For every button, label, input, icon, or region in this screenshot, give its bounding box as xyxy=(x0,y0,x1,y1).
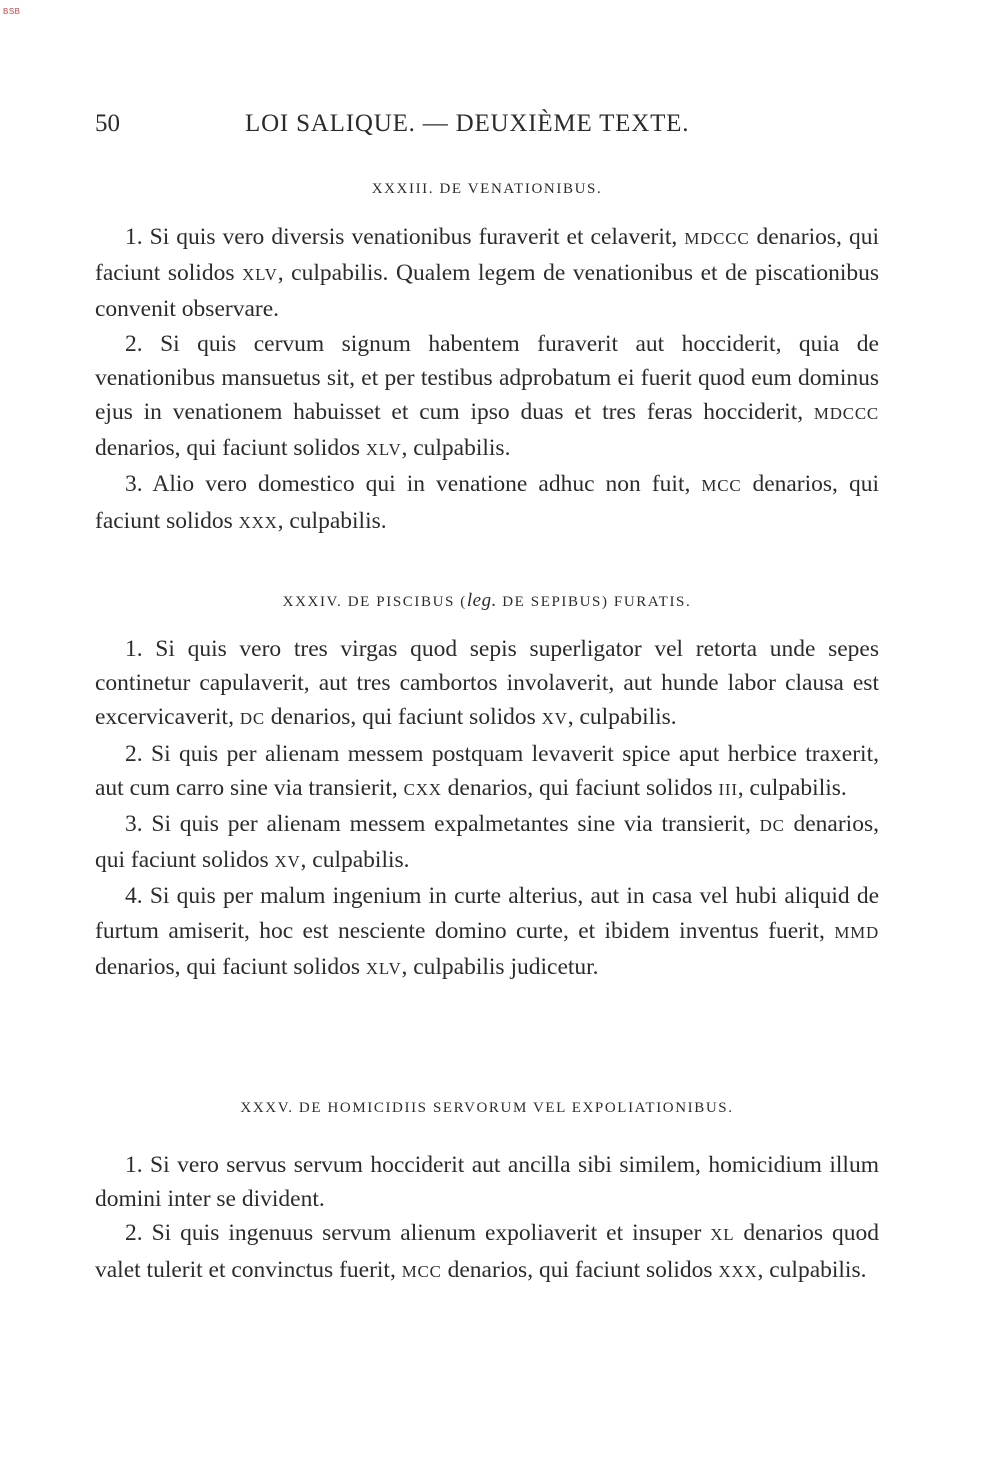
library-watermark: BSB xyxy=(3,7,21,16)
text-segment: denarios quod valet tulerit et convinctus fuerit, xyxy=(95,1220,879,1283)
text-segment: , culpabilis. xyxy=(737,774,847,801)
text-segment: , culpabilis. xyxy=(567,704,677,731)
roman-numeral: MMD xyxy=(834,922,879,942)
running-head: LOI SALIQUE. — DEUXIÈME TEXTE. xyxy=(245,110,690,137)
text-segment: denarios, qui faciunt solidos xyxy=(441,774,719,801)
roman-numeral: MCC xyxy=(401,1261,442,1281)
paragraph-1 xyxy=(95,220,879,327)
text-segment: 1. Si vero servus servum hocciderit aut ancilla sibi similem, homicidium illum domini inter se divident. xyxy=(95,1152,879,1213)
paragraph-3 xyxy=(95,467,879,539)
text-segment: 1. Si quis vero diversis venationibus furaverit et celaverit, xyxy=(125,224,685,250)
paragraph-3 xyxy=(95,807,879,879)
text-segment: 3. Alio vero domestico qui in venatione adhuc non fuit, xyxy=(125,471,702,498)
text-segment: , culpabilis. Qualem legem de venationibus et de piscationibus convenit observare. xyxy=(95,260,879,323)
heading-italic-leg: leg. xyxy=(466,590,497,611)
paragraph-2 xyxy=(95,1216,879,1288)
text-segment: denarios, qui faciunt solidos xyxy=(95,953,366,980)
roman-numeral: XXX xyxy=(238,512,278,532)
roman-numeral: III xyxy=(718,779,738,799)
text-segment: 3. Si quis per alienam messem expalmetantes sine via transierit, xyxy=(125,811,760,838)
paragraph-1 xyxy=(95,632,879,737)
text-segment: , culpabilis. xyxy=(300,847,410,874)
roman-numeral: MCC xyxy=(701,476,742,496)
section-heading-xxxv: XXXV. DE HOMICIDIIS SERVORUM VEL EXPOLIATIONIBUS. xyxy=(240,1100,734,1116)
roman-numeral: DC xyxy=(239,709,265,729)
text-segment: , culpabilis. xyxy=(401,435,511,462)
text-segment: denarios, qui faciunt solidos xyxy=(95,435,366,462)
roman-numeral: XLV xyxy=(365,440,402,460)
heading-part: XXXIV. DE PISCIBUS ( xyxy=(282,594,467,610)
roman-numeral: MDCCC xyxy=(684,229,750,248)
text-segment: , culpabilis. xyxy=(277,507,387,534)
text-segment: 2. Si quis cervum signum habentem furaverit aut hocciderit, quia de venationibus mansuetus sit, et per testibus adprobatum ei fuerit quod eum dominus ejus in venationem habuisset et cum ipso duas et tres feras hocciderit, xyxy=(95,330,879,426)
roman-numeral: XV xyxy=(541,709,568,729)
page-number: 50 xyxy=(95,110,120,137)
roman-numeral: XLV xyxy=(365,958,402,978)
roman-numeral: DC xyxy=(759,816,785,836)
heading-part: DE SEPIBUS) FURATIS. xyxy=(496,594,692,610)
roman-numeral: XLV xyxy=(242,265,278,285)
text-segment: denarios, qui faciunt solidos xyxy=(95,811,879,874)
roman-numeral: XV xyxy=(274,852,301,872)
roman-numeral: MDCCC xyxy=(813,404,879,424)
text-segment: denarios, qui faciunt solidos xyxy=(264,704,542,731)
paragraph-4 xyxy=(95,879,879,986)
text-segment: 1. Si quis vero tres virgas quod sepis superligator vel retorta unde sepes continetur capulaverit, aut tres cambortos involaverit, aut hunde labor clausa est excervicaverit, xyxy=(95,636,879,731)
section-body-xxxiii xyxy=(95,220,879,540)
text-segment: denarios, qui faciunt solidos xyxy=(95,471,880,534)
section-heading-xxxiv xyxy=(95,590,879,612)
roman-numeral: CXX xyxy=(403,779,442,799)
paragraph-1 xyxy=(95,1148,879,1216)
roman-numeral: XXX xyxy=(718,1261,758,1281)
text-segment: , culpabilis judicetur. xyxy=(401,953,599,980)
roman-numeral: XL xyxy=(710,1225,735,1245)
text-segment: 2. Si quis per alienam messem postquam levaverit spice aput herbice traxerit, aut cum carro sine via transierit, xyxy=(95,740,879,801)
text-segment: denarios, qui faciunt solidos xyxy=(95,224,880,287)
text-segment: , culpabilis. xyxy=(757,1256,867,1283)
text-segment: 4. Si quis per malum ingenium in curte alterius, aut in casa vel hubi aliquid de furtum amiserit, hoc est nesciente domino curte, et ibidem inventus fuerit, xyxy=(95,883,879,944)
section-heading-xxxiii: XXXIII. DE VENATIONIBUS. xyxy=(371,181,603,197)
paragraph-2 xyxy=(95,327,879,468)
text-segment: denarios, qui faciunt solidos xyxy=(441,1256,719,1283)
paragraph-2 xyxy=(95,737,879,807)
section-body-xxxv xyxy=(95,1148,879,1289)
text-segment: 2. Si quis ingenuus servum alienum expoliaverit et insuper xyxy=(125,1220,711,1247)
section-body-xxxiv xyxy=(95,632,879,986)
